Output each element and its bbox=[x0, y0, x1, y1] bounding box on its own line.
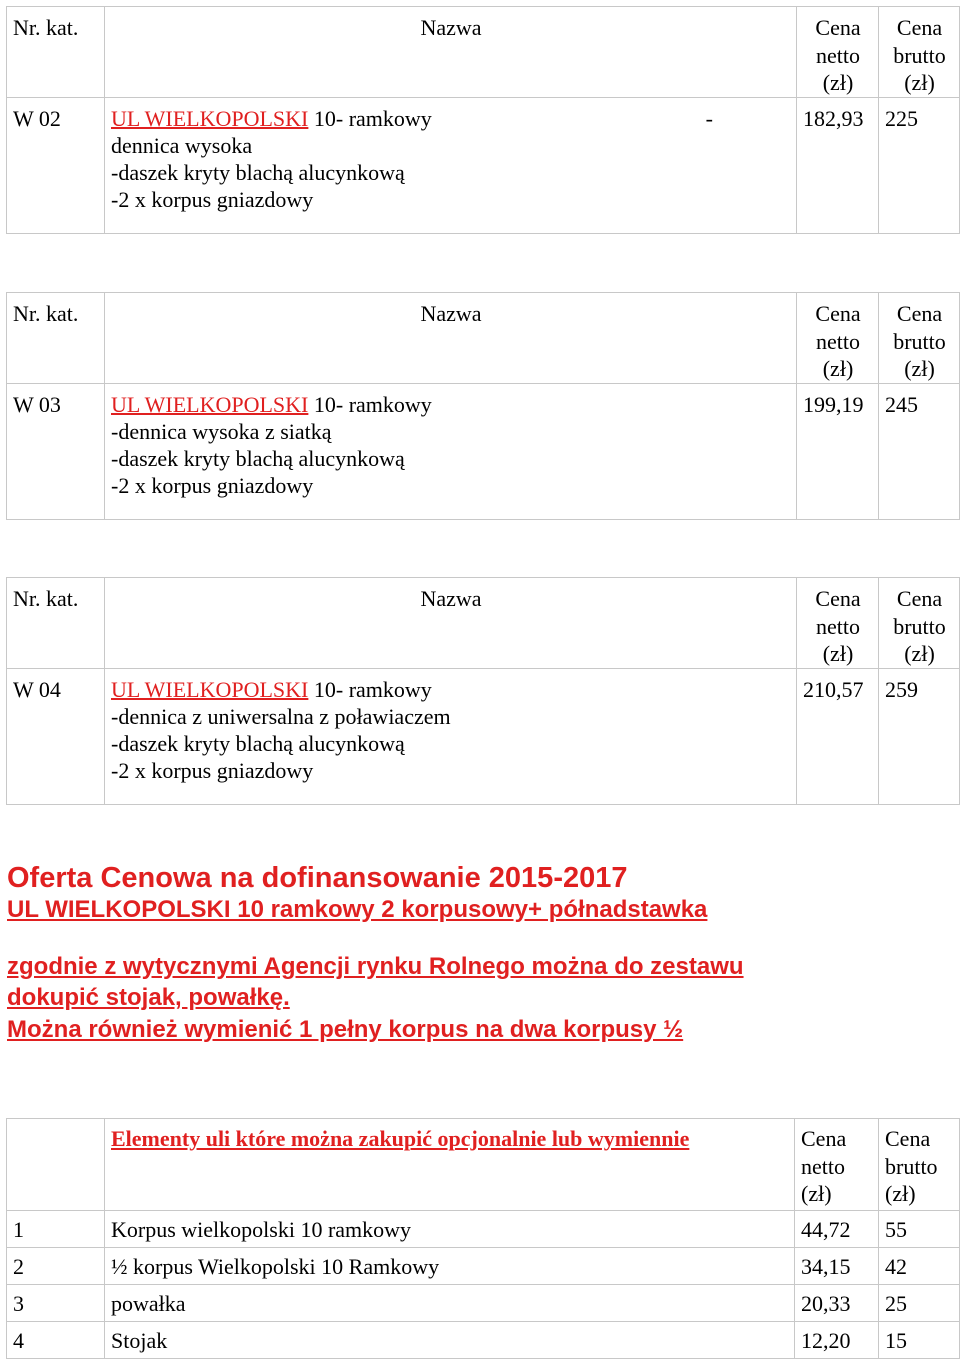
option-name: ½ korpus Wielkopolski 10 Ramkowy bbox=[105, 1248, 795, 1285]
product-net-price: 182,93 bbox=[797, 97, 879, 233]
offer-note: dokupić stojak, powałkę. bbox=[7, 984, 290, 1011]
header-nr-kat: Nr. kat. bbox=[7, 293, 105, 384]
header-net-price: Cena netto (zł) bbox=[797, 7, 879, 98]
option-net-price: 20,33 bbox=[795, 1285, 879, 1322]
option-number: 1 bbox=[7, 1211, 105, 1248]
options-header-gross-price: Cena brutto (zł) bbox=[879, 1119, 960, 1211]
option-number: 4 bbox=[7, 1322, 105, 1359]
header-name: Nazwa bbox=[105, 7, 797, 98]
offer-note: zgodnie z wytycznymi Agencji rynku Rolnego można do zestawu bbox=[7, 953, 744, 980]
product-feature: -daszek kryty blachą alucynkową bbox=[111, 159, 405, 185]
option-number: 2 bbox=[7, 1248, 105, 1285]
product-table-w03 bbox=[6, 292, 960, 520]
table-header-row bbox=[7, 293, 960, 384]
product-name bbox=[105, 97, 797, 233]
header-gross-price: Cena brutto (zł) bbox=[879, 293, 960, 384]
product-feature: -dennica z uniwersalna z poławiaczem bbox=[111, 703, 451, 729]
options-title-cell bbox=[105, 1119, 795, 1211]
table-header-row bbox=[7, 7, 960, 98]
header-net-price: Cena netto (zł) bbox=[797, 293, 879, 384]
options-table bbox=[6, 1118, 960, 1359]
option-gross-price: 25 bbox=[879, 1285, 960, 1322]
option-net-price: 12,20 bbox=[795, 1322, 879, 1359]
offer-title: Oferta Cenowa na dofinansowanie 2015-2017 bbox=[7, 862, 628, 894]
product-brand-link[interactable]: UL WIELKOPOLSKI bbox=[111, 391, 309, 417]
product-feature: -2 x korpus gniazdowy bbox=[111, 757, 314, 783]
options-header-blank bbox=[7, 1119, 105, 1211]
offer-subtitle: UL WIELKOPOLSKI 10 ramkowy 2 korpusowy+ półnadstawka bbox=[7, 896, 708, 923]
table-row bbox=[7, 1322, 960, 1359]
table-row bbox=[7, 1285, 960, 1322]
option-gross-price: 55 bbox=[879, 1211, 960, 1248]
header-nr-kat: Nr. kat. bbox=[7, 7, 105, 98]
options-header-net-price: Cena netto (zł) bbox=[795, 1119, 879, 1211]
option-number: 3 bbox=[7, 1285, 105, 1322]
table-row bbox=[7, 1248, 960, 1285]
product-model: 10- ramkowy bbox=[308, 676, 432, 702]
product-gross-price: 245 bbox=[879, 383, 960, 519]
product-feature: -2 x korpus gniazdowy bbox=[111, 472, 314, 498]
option-name: powałka bbox=[105, 1285, 795, 1322]
options-title: Elementy uli które można zakupić opcjonalnie lub wymiennie bbox=[111, 1126, 690, 1151]
product-table-w02 bbox=[6, 6, 960, 234]
option-gross-price: 15 bbox=[879, 1322, 960, 1359]
product-feature: -2 x korpus gniazdowy bbox=[111, 186, 314, 212]
product-brand-link[interactable]: UL WIELKOPOLSKI bbox=[111, 676, 309, 702]
product-code: W 03 bbox=[7, 383, 105, 519]
product-feature: dennica wysoka bbox=[111, 132, 253, 158]
table-header-row bbox=[7, 578, 960, 669]
product-feature: -dennica wysoka z siatką bbox=[111, 418, 332, 444]
options-header-row bbox=[7, 1119, 960, 1211]
product-feature: -daszek kryty blachą alucynkową bbox=[111, 730, 405, 756]
header-gross-price: Cena brutto (zł) bbox=[879, 578, 960, 669]
header-nr-kat: Nr. kat. bbox=[7, 578, 105, 669]
option-gross-price: 42 bbox=[879, 1248, 960, 1285]
product-table-w04 bbox=[6, 577, 960, 805]
product-brand-link[interactable]: UL WIELKOPOLSKI bbox=[111, 105, 309, 131]
option-net-price: 44,72 bbox=[795, 1211, 879, 1248]
offer-section bbox=[7, 861, 947, 1047]
header-gross-price: Cena brutto (zł) bbox=[879, 7, 960, 98]
product-code: W 02 bbox=[7, 97, 105, 233]
product-feature: -daszek kryty blachą alucynkową bbox=[111, 445, 405, 471]
product-row bbox=[7, 97, 960, 233]
product-name bbox=[105, 383, 797, 519]
product-model: 10- ramkowy bbox=[308, 105, 432, 131]
product-row bbox=[7, 668, 960, 804]
header-name: Nazwa bbox=[105, 578, 797, 669]
option-name: Stojak bbox=[105, 1322, 795, 1359]
offer-note: Można również wymienić 1 pełny korpus na dwa korpusy ½ bbox=[7, 1016, 684, 1043]
product-name bbox=[105, 668, 797, 804]
product-model: 10- ramkowy bbox=[308, 391, 432, 417]
product-net-price: 210,57 bbox=[797, 668, 879, 804]
header-name: Nazwa bbox=[105, 293, 797, 384]
product-dash: - bbox=[705, 105, 713, 131]
product-gross-price: 259 bbox=[879, 668, 960, 804]
product-gross-price: 225 bbox=[879, 97, 960, 233]
product-net-price: 199,19 bbox=[797, 383, 879, 519]
header-net-price: Cena netto (zł) bbox=[797, 578, 879, 669]
table-row bbox=[7, 1211, 960, 1248]
option-net-price: 34,15 bbox=[795, 1248, 879, 1285]
product-code: W 04 bbox=[7, 668, 105, 804]
option-name: Korpus wielkopolski 10 ramkowy bbox=[105, 1211, 795, 1248]
product-row bbox=[7, 383, 960, 519]
